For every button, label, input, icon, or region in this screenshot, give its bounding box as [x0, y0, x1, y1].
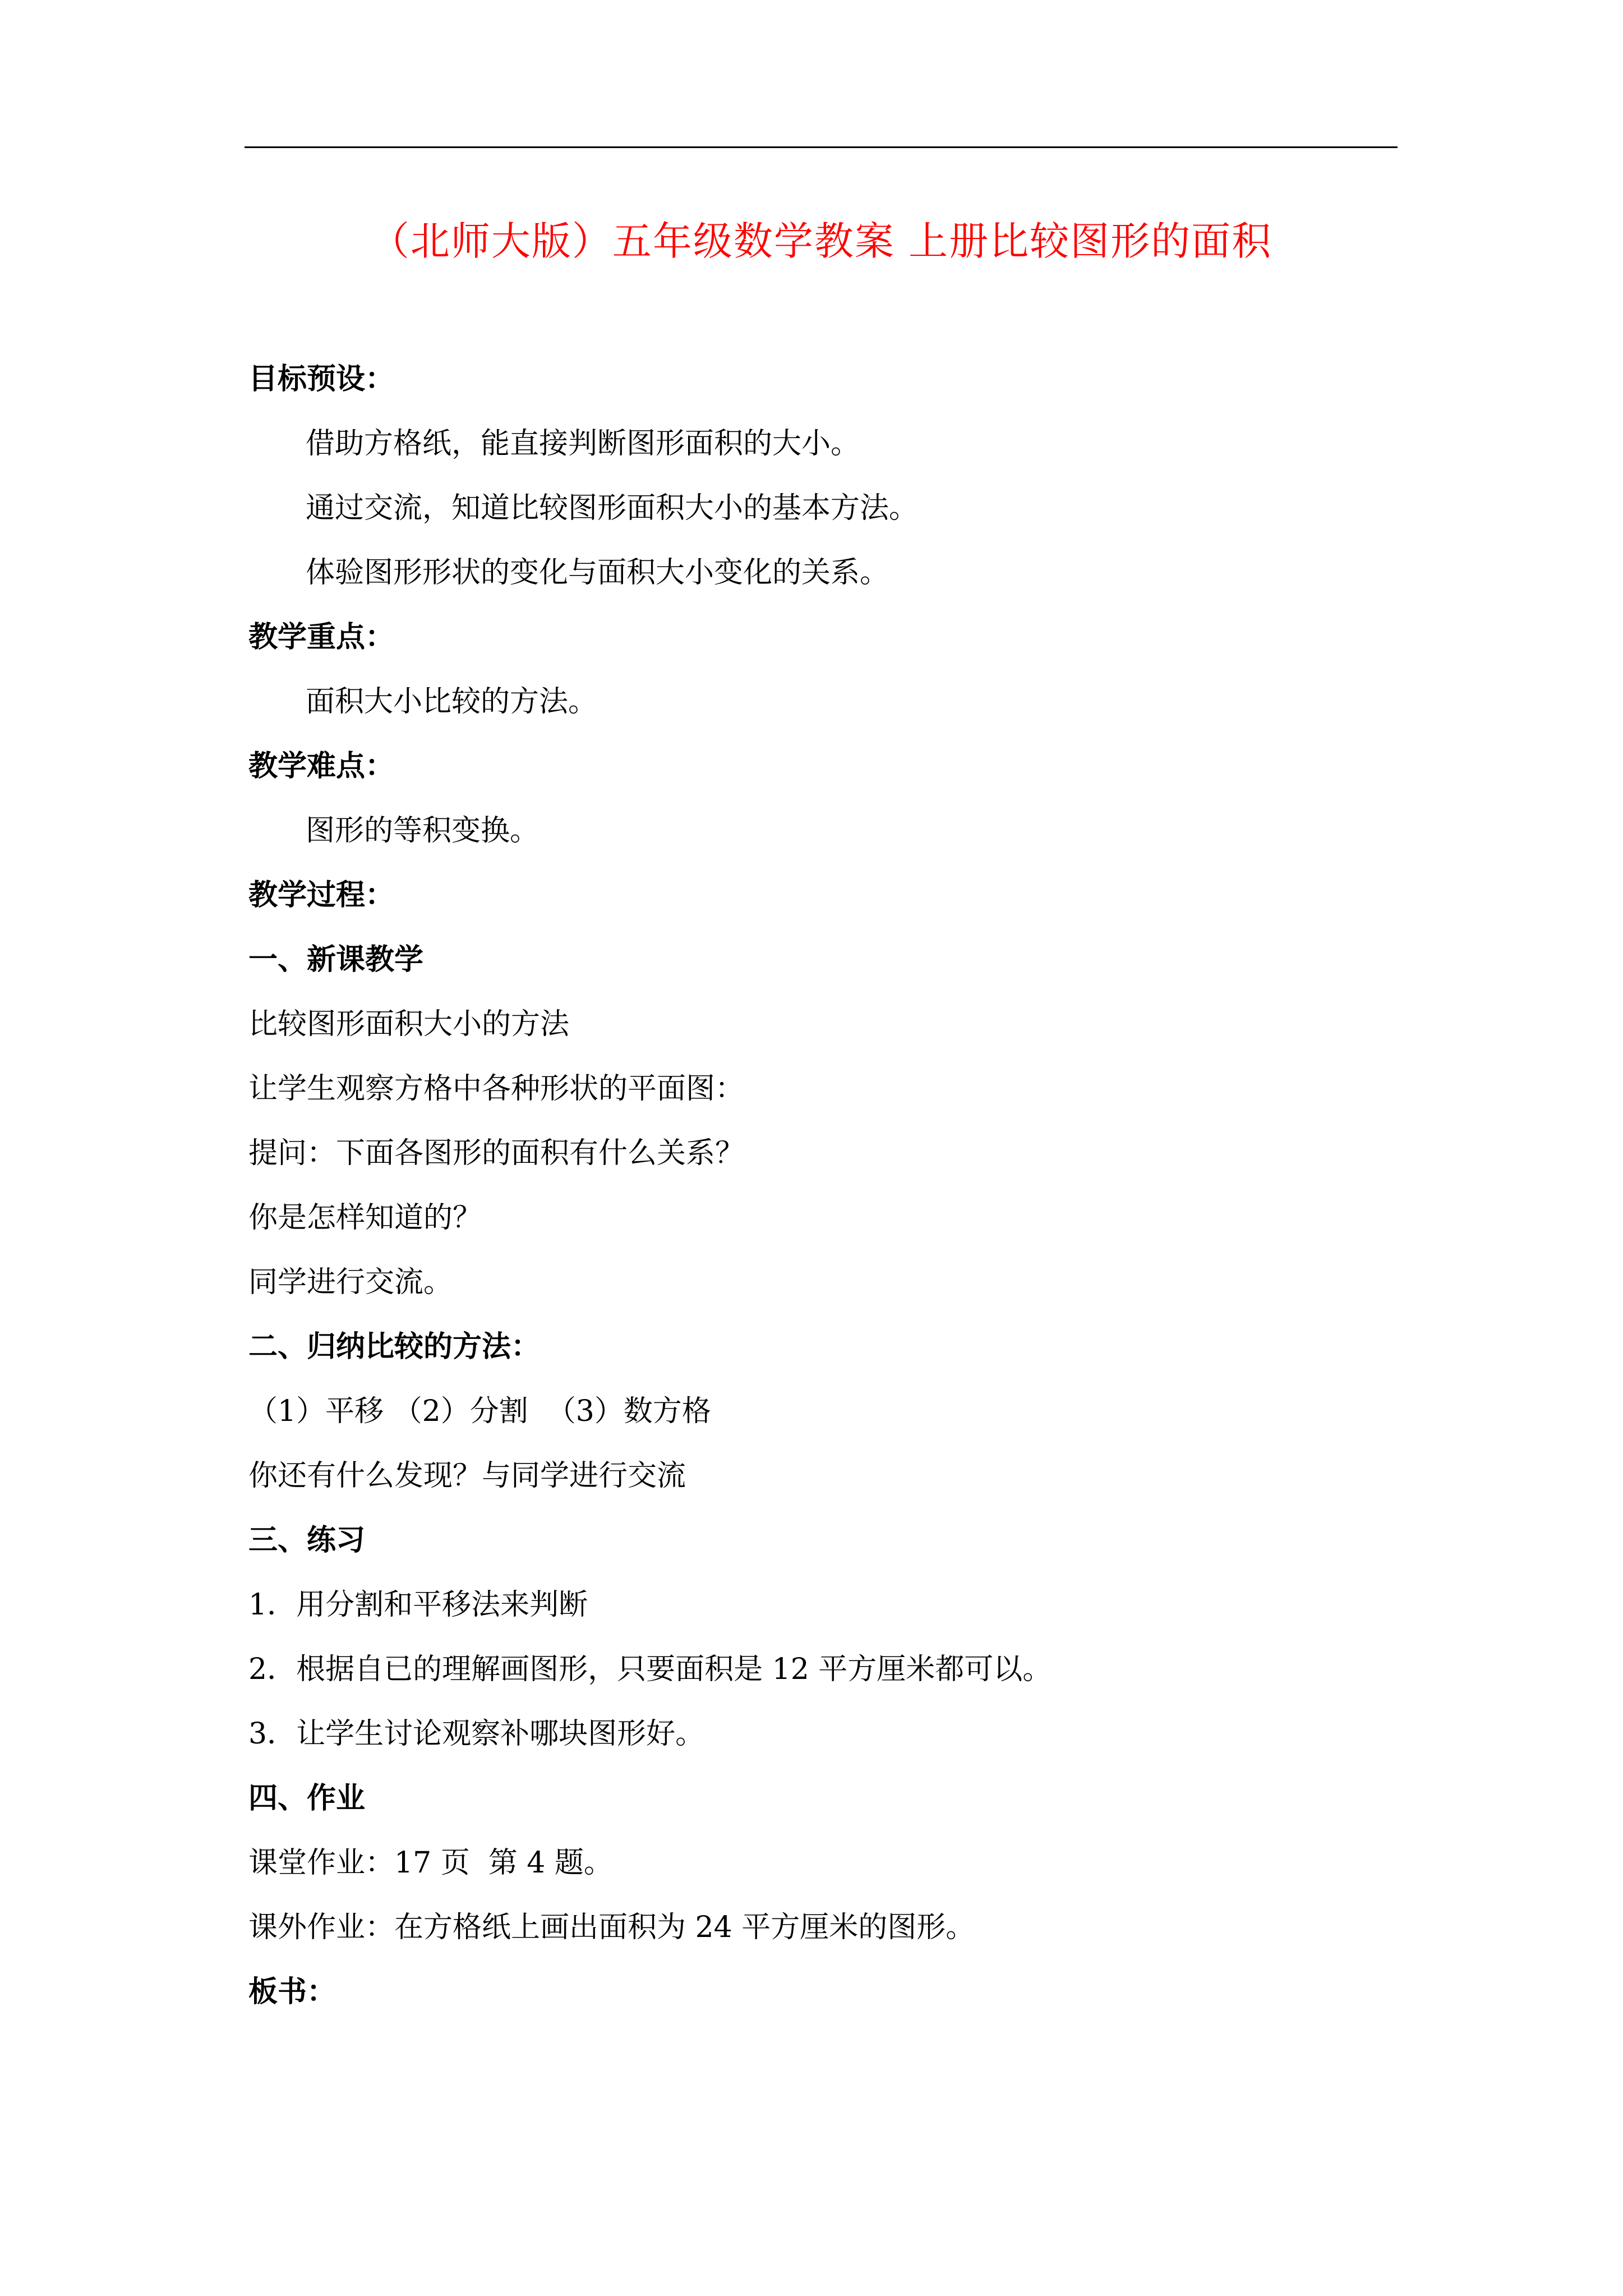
part4-line: 课堂作业：17 页 第 4 题。 [248, 1846, 613, 1880]
goals-heading: 目标预设： [248, 362, 395, 396]
part1-line: 提问：下面各图形的面积有什么关系？ [248, 1137, 745, 1170]
part2-line: （1）平移 （2）分割 （3）数方格 [248, 1395, 711, 1428]
part3-line: 2．根据自已的理解画图形，只要面积是 12 平方厘米都可以。 [248, 1653, 1052, 1686]
difficulty-text: 图形的等积变换。 [306, 814, 540, 848]
part1-line: 你是怎样知道的？ [248, 1201, 482, 1235]
document-title: （北师大版）五年级数学教案 上册比较图形的面积 [370, 218, 1272, 264]
goal-item: 通过交流，知道比较图形面积大小的基本方法。 [306, 491, 919, 525]
part3-heading: 三、练习 [248, 1524, 366, 1557]
goal-item: 体验图形形状的变化与面积大小变化的关系。 [306, 556, 889, 590]
part1-line: 让学生观察方格中各种形状的平面图： [248, 1072, 745, 1106]
header-rule [245, 146, 1398, 148]
board-heading: 板书： [248, 1975, 336, 2009]
part1-heading: 一、新课教学 [248, 943, 424, 977]
part1-line: 比较图形面积大小的方法 [248, 1007, 570, 1041]
part3-line: 3．让学生讨论观察补哪块图形好。 [248, 1717, 705, 1751]
key-point: 面积大小比较的方法。 [306, 685, 598, 719]
goal-item: 借助方格纸，能直接判断图形面积的大小。 [306, 427, 860, 461]
difficulty-heading: 教学难点： [248, 749, 395, 783]
part3-line: 1．用分割和平移法来判断 [248, 1588, 588, 1622]
part4-heading: 四、作业 [248, 1782, 366, 1815]
part2-heading: 二、归纳比较的方法： [248, 1330, 541, 1364]
part4-line: 课外作业：在方格纸上画出面积为 24 平方厘米的图形。 [248, 1911, 975, 1944]
part2-line: 你还有什么发现？与同学进行交流 [248, 1459, 686, 1493]
part1-line: 同学进行交流。 [248, 1266, 453, 1299]
process-heading: 教学过程： [248, 878, 395, 912]
key-heading: 教学重点： [248, 620, 395, 654]
